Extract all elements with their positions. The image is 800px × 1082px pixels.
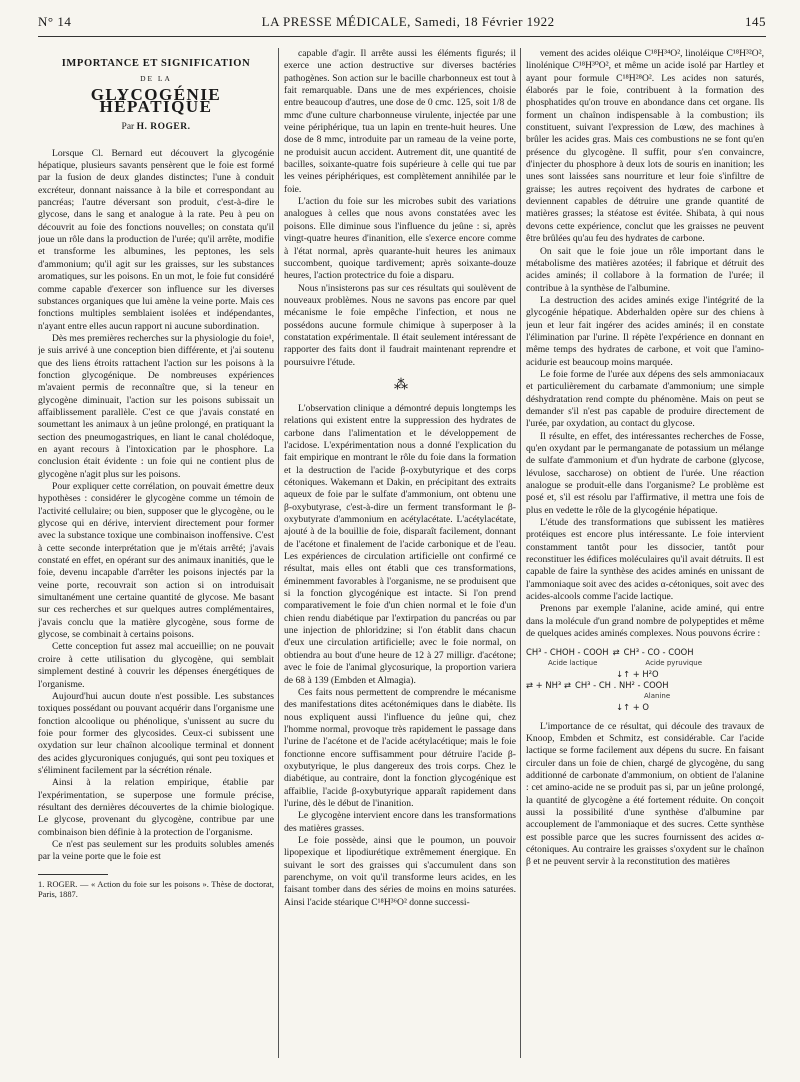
paragraph: Ainsi à la relation empirique, établie par l'expérimentation, se superpose une formule précise, résultant des dernières découvertes de la chimie biologique. Le glycose, provenant du glycogène, contribue par une combinaison bien définie à la protection de l'organisme.: [38, 777, 274, 838]
header-rule: [38, 36, 766, 37]
paragraph: Le glycogène intervient encore dans les transformations des matières grasses.: [284, 810, 516, 834]
paragraph: L'observation clinique a démontré depuis longtemps les relations qui existent entre la suppression des hydrates de carbone dans l'alimentation et le développement de l'acidose. L'expérimentation nous a donné l'explication du fait empirique en montrant le rôle du foie dans la formation et la destruction de l'acide β-oxybutyrique et des corps cétoniques. Wakemann et Dakin, en précipitant des extraits aqueux de foie par le sulfate d'ammonium, ont obtenu une β-oxybutyrase, c'est-à-dire un ferment transformant le β-oxybutyrate d'ammonium en acétylacétate. L'acétylacétate, ajouté à de la bouillie de foie, disparaît facilement, donnant de l'acétone et finalement de l'acide carbonique et de l'eau. Les expériences de circulation artificielle ont confirmé ce résultat, mais elles ont établi que ces transformations, éminemment favorables à l'organisme, ne se produisent que si la fonction glycogénique est intacte. Si l'on prend comparativement le foie d'un chien normal et le foie d'un chien rendu diabétique par l'extirpation du pancréas ou par une injection de phloridzine; si l'on établit dans chacun d'eux une circulation artificielle; avec le foie normal, on obtiendra au bout d'une heure de 12 à 27 milligr. d'acétone; avec le foie de l'animal glycosurique, la proportion variera de 68 à 139 (Embden et Almagia).: [284, 402, 516, 686]
author-name: H. ROGER.: [136, 122, 191, 133]
chemical-equation: [526, 647, 764, 713]
paragraph: Ce n'est pas seulement sur les produits solubles amenés par la veine porte que le foie est: [38, 838, 274, 863]
paragraph: Ces faits nous permettent de comprendre le mécanisme des manifestations dites acétonémiques dans le diabète. Ils nous expliquent aussi l'influence du jeûne qui, chez l'homme normal, provoque très rapidement le passage dans l'urine de l'acétone et de l'acide acétylacétique; mais le foie fonctionne encore suffisamment pour détruire l'acide β-oxybutyrique, le plus dangereux des trois corps. Chez le diabétique, au contraire, dont la fonction glycogénique est affaiblie, l'acide β-oxybutyrique apparaît rapidement dans l'urine, dès le début de l'inanition.: [284, 686, 516, 809]
paragraph: Lorsque Cl. Bernard eut découvert la glycogénie hépatique, plusieurs savants pensèrent que le foie est formé par la fusion de deux glandes distinctes; l'une à conduit excréteur, donnant naissance à la bile et correspondant au pancréas; l'autre déversant son produit, c'est-à-dire le glycose, dans le sang et analogue à la rate. Peu à peu on découvrit au foie des fonctions nouvelles; on constata qu'il joue un rôle dans la production de l'urée; qu'il arrête, modifie et transforme les albumines, les peptones, les sels d'ammonium; qu'il agit sur les graisses, sur les substances aromatiques, sur les poisons. En un mot, le foie fut considéré comme capable d'exercer son influence sur les diverses substances organiques que lui amène la veine porte. Mais ces fonctions multiples semblaient isolées et indépendantes, n'ayant entre elles aucun rapport ni aucune subordination.: [38, 147, 274, 332]
pyruvic-acid-label: Acide pyruvique: [645, 658, 703, 667]
paragraph: Cette conception fut assez mal accueillie; on ne pouvait croire à cette utilisation du glycogène, qui semblait simplement destiné à couvrir les dépenses énergétiques de l'organisme.: [38, 641, 274, 690]
paragraph: Prenons par exemple l'alanine, acide aminé, qui entre dans la molécule d'un grand nombre de polypeptides et même de quelques acides aminés complexes. Nous pouvons écrire :: [526, 603, 764, 640]
section-separator-asterism: ⁂: [394, 377, 406, 393]
paragraph: On sait que le foie joue un rôle important dans le métabolisme des matières azotées; il fabrique et détruit des acides aminés; il collabore à la formation de l'urée; il contribue à la synthèse de l'albumine.: [526, 245, 764, 294]
reversible-arrow-icon: ⇄: [612, 646, 620, 657]
lactic-acid-label: Acide lactique: [548, 658, 598, 667]
lactic-acid-formula: CH³ - CHOH - COOH: [526, 646, 609, 657]
paragraph: L'étude des transformations que subissent les matières protéiques est encore plus intéressante. Le foie intervient constamment tantôt pour les dissocier, tantôt pour reconstituer les édifices moléculaires qu'il avait détruits. Il est capable de faire la synthèse des acides aminés en unissant de l'ammoniaque soit avec des acides α-cétoniques, soit avec des acides-alcools comme l'acide lactique.: [526, 517, 764, 603]
equation-labels-1: [526, 658, 764, 669]
equation-line-1: [526, 647, 764, 658]
issue-number: N° 14: [38, 14, 72, 29]
column-divider: [278, 48, 279, 1058]
paragraph: Le foie forme de l'urée aux dépens des sels ammoniacaux et particulièrement du carbamate d'ammonium; une simple déshydratation rend compte du phénomène. Mais on peut se demander s'il n'est pas capable de produire directement de l'urée, par oxydation, au contact du glycose.: [526, 368, 764, 430]
paragraph: Aujourd'hui aucun doute n'est possible. Les substances toxiques possédant ou pouvant acquérir dans l'organisme une fonction alcoolique ou phénolique, s'unissent au sucre du foie pour former des glycosides. Ceux-ci subissent une oxydation sur leur chaînon alcoolique terminal et donnent des acides glycuroniques conjugués, qui sont peu toxiques et s'éliminent facilement par la sécrétion rénale.: [38, 690, 274, 776]
ammonia-term: ⇄ + NH³ ⇄: [526, 679, 571, 690]
paragraph: Il résulte, en effet, des intéressantes recherches de Fosse, qu'en oxydant par le permanganate de potassium un mélange de sulfate d'ammonium et d'un hydrate de carbone (glycose, lévulose, saccharose) on obtient de l'urée. Une réaction analogue se produit-elle dans l'organisme? Le problème est posé et, s'il est résolu par l'affirmative, il mettra une fois de plus en vedette le rôle de la glycogénie hépatique.: [526, 430, 764, 516]
paragraph: Dès mes premières recherches sur la physiologie du foie¹, je suis arrivé à une conception bien différente, et j'ai soutenu que des liens étroits rattachent l'action sur les poisons à la fonction glycogénique. De nombreuses expériences m'avaient permis de reconnaître que, si la teneur en glycogène diminuait, l'action sur les poisons subissait un affaiblissement parallèle. C'est ce que j'avais constaté en soumettant les animaux à un jeûne prolongé, en pratiquant la section des pneumogastriques, en liant le canal cholédoque, en ayant recours à l'intoxication par le phosphore. La conclusion était évidente : un foie qui ne contient plus de glycogène n'agit plus sur les poisons.: [38, 332, 274, 480]
alanine-formula: CH³ - CH . NH² - COOH: [574, 679, 669, 690]
paragraph: capable d'agir. Il arrête aussi les éléments figurés; il exerce une action destructive sur diverses bactéries pathogènes. Son action sur le bacille charbonneux est tout à fait remarquable. Dans une de mes expériences, choisie entre beaucoup d'autres, une dose de 0 cmc. 125, soit 1/8 de mmc d'une culture charbonneuse virulente, injectée par une veine périphérique, tua un lapin en trente-huit heures. Une dose de 8 mmc, introduite par un rameau de la veine porte, ne produisit aucun accident. Autrement dit, une quantité de bacilles, soixante-quatre fois supérieure à celle qui tue par les veines périphériques, est complètement annihilée par le foie.: [284, 48, 516, 195]
paragraph: Le foie possède, ainsi que le poumon, un pouvoir lipopexique et lipodiurétique extrêmement énergique. En suivant le sort des graisses qui s'accumulent dans son parenchyme, on voit qu'il transforme leurs acides, en les faisant tomber dans des séries de moins en moins saturées. Ainsi l'acide stéarique C¹⁸H³⁶O² donne successi-: [284, 834, 516, 908]
equation-line-4: ↓↑ + O: [616, 701, 649, 712]
page-number: 145: [744, 14, 766, 29]
column-2: [284, 48, 516, 1058]
footnote-rule: [38, 874, 108, 875]
footnote: 1. ROGER. — « Action du foie sur les poisons ». Thèse de doctorat, Paris, 1887.: [38, 879, 274, 900]
page-header: [38, 14, 766, 34]
equation-line-2: ↓↑ + H²O: [616, 668, 659, 679]
article-title-block: [38, 58, 274, 134]
byline: [38, 121, 274, 133]
equation-line-3: [526, 680, 764, 691]
column-divider: [520, 48, 521, 1058]
article-title: GLYCOGÉNIE HÉPATIQUE: [90, 84, 222, 117]
column-3: [526, 48, 764, 1058]
paragraph: La destruction des acides aminés exige l'intégrité de la glycogénie hépatique. Abderhalden opère sur des chiens à jeun et leur fait ingérer des acides aminés; il en constate l'élimination par l'urine. Il répète l'expérience en donnant en même temps des hydrates de carbone, et voit que l'amino-acidurie est beaucoup moins marquée.: [526, 294, 764, 368]
pyruvic-acid-formula: CH³ - CO - COOH: [623, 646, 694, 657]
title-line-1: IMPORTANCE ET SIGNIFICATION: [61, 58, 251, 69]
alanine-label: Alanine: [644, 691, 671, 700]
paragraph: vement des acides oléique C¹⁸H³⁴O², linoléique C¹⁸H³²O², linolénique C¹⁸H³⁰O², et même un acide isolé par Hartley et ayant pour formule C¹⁸H²⁸O². Les acides non saturés, élaborés par le foie, contribuent à la formation des phosphatides qu'on trouve en abondance dans cet organe. Ils forment un chaînon indispensable à la combustion; ils constituent, suivant l'expression de Lœw, des machines à brûler les acides gras. Mais ces combustions ne se font qu'en présence du glycogène. Il suffit, pour s'en convaincre, d'injecter du phosphore à deux lots de souris en inanition; les unes sont laissées sans nourriture et leur foie s'infiltre de graisse; les autres reçoivent des hydrates de carbone et deviennent capables de détruire une grande quantité de matières grasses; la stéatose est évitée. Shibata, à qui nous devons cette expérience, conclut que les graisses ne peuvent être brûlées qu'au feu des hydrates de carbone.: [526, 48, 764, 245]
title-line-2: DE LA: [140, 74, 172, 84]
journal-title-date: LA PRESSE MÉDICALE, Samedi, 18 Février 1922: [261, 14, 555, 29]
paragraph: L'action du foie sur les microbes subit des variations analogues à celles que nous avons constatées avec les poisons. Elle diminue sous l'influence du jeûne : si, après vingt-quatre heures d'inanition, elle s'exerce encore comme à l'état normal, après quarante-huit heures les animaux succombent, quoique tardivement; après soixante-douze heures, l'action protectrice du foie a disparu.: [284, 196, 516, 282]
paragraph: L'importance de ce résultat, qui découle des travaux de Knoop, Embden et Schmitz, est considérable. Car l'acide lactique se forme facilement aux dépens du sucre. En faisant circuler dans un foie de chien, chargé de glycogène, du sang additionné de carbonate d'ammonium, on obtient de l'alanine : cet amino-acide ne se produit pas si, par un jeûne prolongé, la quantité de glycogène a été fortement réduite. On conçoit aussi la possibilité d'une synthèse d'albumine par accouplement de l'ammoniaque et des sucres. Cette synthèse est possible parce que les sucres fournissent des acides α-cétoniques. Au contraire les graisses s'oxydent sur le chaînon β et ne peuvent servir à la reconstitution des matières: [526, 720, 764, 868]
paragraph: Pour expliquer cette corrélation, on pouvait émettre deux hypothèses : considérer le glycogène comme un témoin de l'activité cellulaire; ou bien, supposer que le glycogène, ou le glycose qui en dérive, intervient directement pour former avec la substance toxique une combinaison inoffensive. C'est à cette seconde interprétation que je m'étais arrêté; j'avais constaté en effet, en opérant sur des animaux inanitiés, que le foie, devenu incapable d'arrêter les poisons injectés par la veine porte, recouvrait son action si on introduisait simultanément une certaine quantité de glycose. Me basant sur ces recherches et sur quelques autres complémentaires, j'avais conclu que la matière glycogène, sous forme de glycose, se combinait à certains poisons.: [38, 481, 274, 641]
byline-prefix: Par: [121, 122, 135, 133]
equation-labels-3: [526, 691, 764, 702]
column-1: [38, 48, 274, 1058]
paragraph: Nous n'insisterons pas sur ces résultats qui soulèvent de nouveaux problèmes. Nous ne savons pas encore par quel mécanisme le foie empêche l'infection, et nous ne possédons aucune formule chimique à superposer à la constatation expérimentale. Il était seulement intéressant de rapporter des faits dont il faudrait maintenant reprendre et poursuivre l'étude.: [284, 282, 516, 368]
